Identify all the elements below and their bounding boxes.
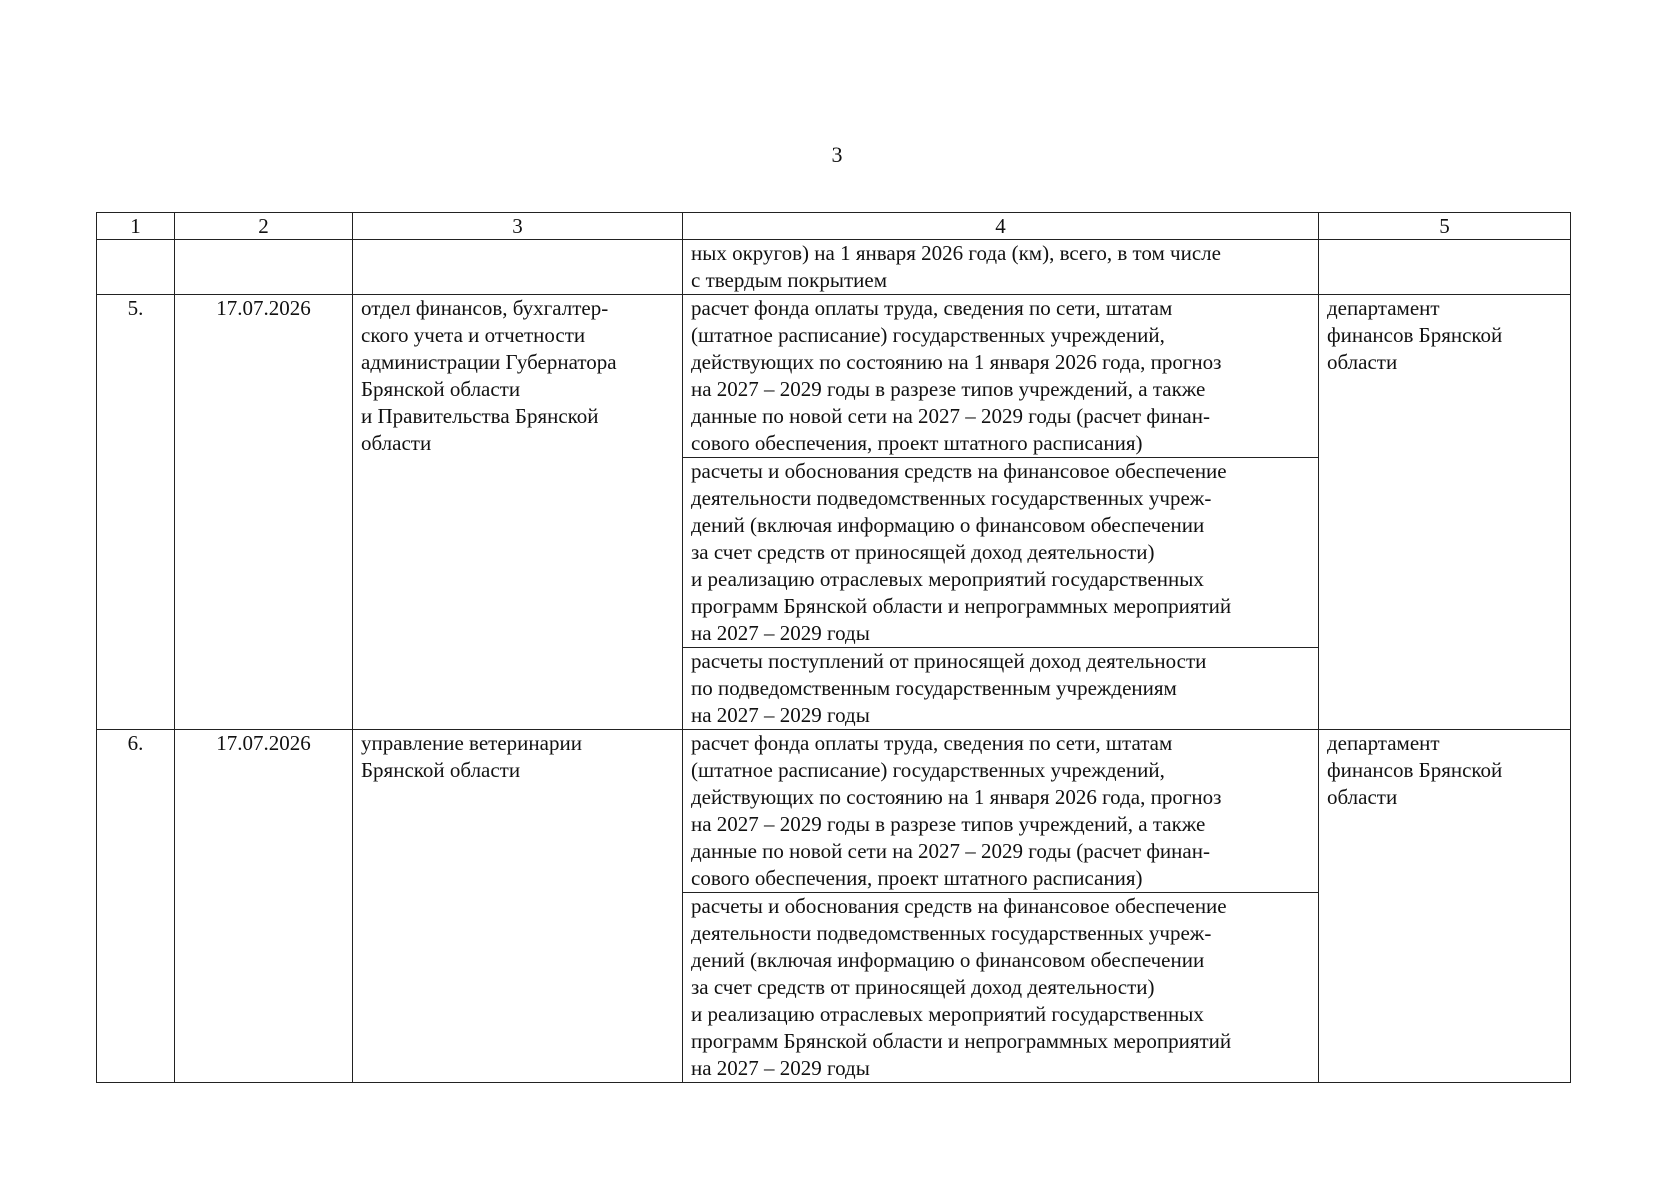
row-number: 5. (97, 295, 175, 730)
row-item: расчеты поступлений от приносящей доход деятельности по подведомственным государственным учреждениям на 2027 – 2029 годы (683, 648, 1319, 730)
column-header-2: 2 (175, 213, 353, 240)
continuation-cell-3 (353, 240, 683, 295)
continuation-cell-1 (97, 240, 175, 295)
table-row-6 (97, 730, 1571, 893)
row-recipient: департамент финансов Брянской области (1319, 730, 1571, 1083)
row-date: 17.07.2026 (175, 730, 353, 1083)
row-item: расчет фонда оплаты труда, сведения по сети, штатам (штатное расписание) государственных учреждений, действующих по состоянию на 1 января 2026 года, прогноз на 2027 – 2029 годы в разрезе типов учреждений, а также данные по новой сети на 2027 – 2029 годы (расчет финан- сового обеспечения, проект штатного расписания) (683, 730, 1319, 893)
column-header-1: 1 (97, 213, 175, 240)
table-row-5 (97, 295, 1571, 458)
continuation-row (97, 240, 1571, 295)
row-organization: отдел финансов, бухгалтер- ского учета и отчетности администрации Губернатора Брянской области и Правительства Брянской области (353, 295, 683, 730)
column-header-3: 3 (353, 213, 683, 240)
row-item: расчет фонда оплаты труда, сведения по сети, штатам (штатное расписание) государственных учреждений, действующих по состоянию на 1 января 2026 года, прогноз на 2027 – 2029 годы в разрезе типов учреждений, а также данные по новой сети на 2027 – 2029 годы (расчет финан- сового обеспечения, проект штатного расписания) (683, 295, 1319, 458)
column-header-5: 5 (1319, 213, 1571, 240)
column-header-4: 4 (683, 213, 1319, 240)
row-item: расчеты и обоснования средств на финансовое обеспечение деятельности подведомственных государственных учреж- дений (включая информацию о финансовом обеспечении за счет средств от приносящей доход деятельности) и реализацию отраслевых мероприятий государственных программ Брянской области и непрограммных мероприятий на 2027 – 2029 годы (683, 893, 1319, 1083)
row-item: расчеты и обоснования средств на финансовое обеспечение деятельности подведомственных государственных учреж- дений (включая информацию о финансовом обеспечении за счет средств от приносящей доход деятельности) и реализацию отраслевых мероприятий государственных программ Брянской области и непрограммных мероприятий на 2027 – 2029 годы (683, 458, 1319, 648)
continuation-cell-2 (175, 240, 353, 295)
row-date: 17.07.2026 (175, 295, 353, 730)
row-organization: управление ветеринарии Брянской области (353, 730, 683, 1083)
row-number: 6. (97, 730, 175, 1083)
continuation-text: ных округов) на 1 января 2026 года (км), всего, в том числе с твердым покрытием (683, 240, 1319, 295)
continuation-cell-5 (1319, 240, 1571, 295)
document-table (96, 212, 1571, 1083)
row-recipient: департамент финансов Брянской области (1319, 295, 1571, 730)
table-header-row (97, 213, 1571, 240)
page-number: 3 (831, 142, 843, 167)
